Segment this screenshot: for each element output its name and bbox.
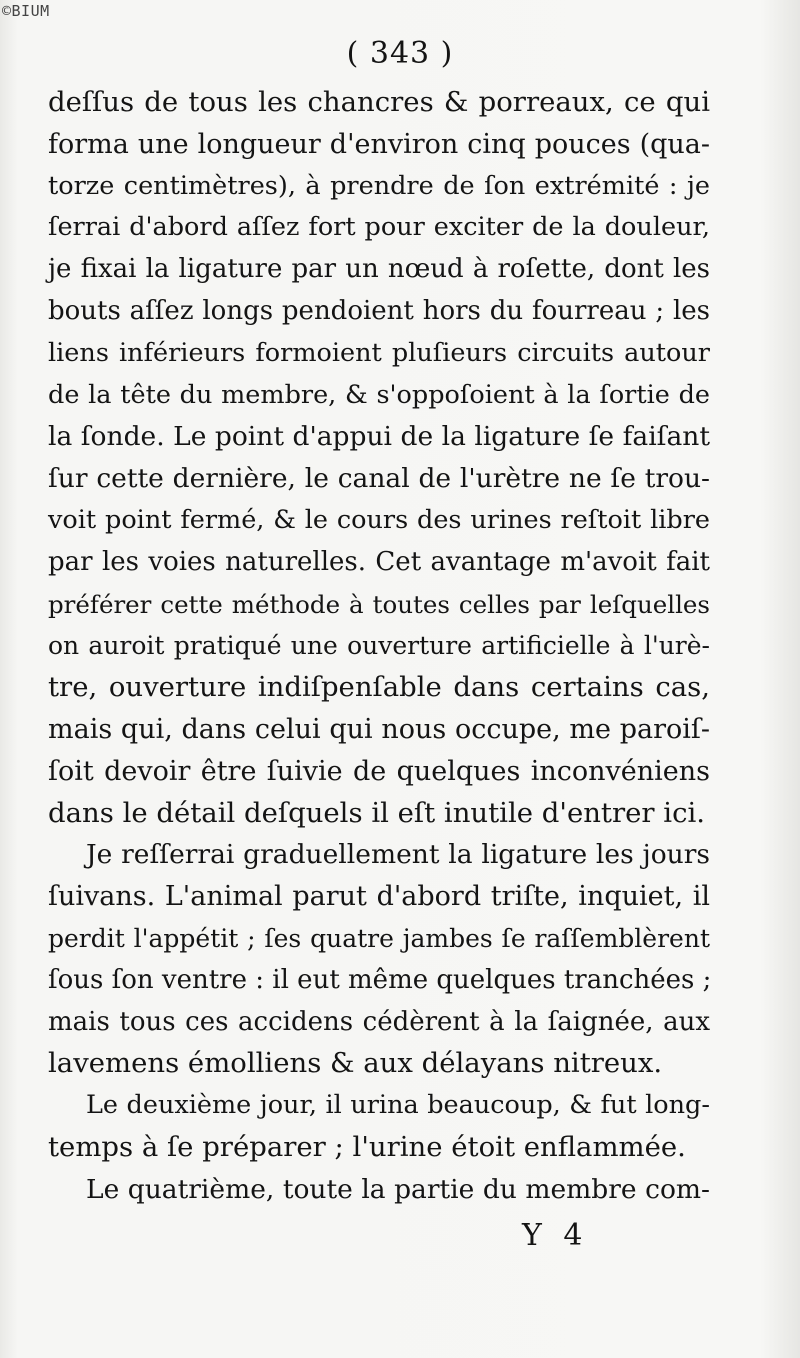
text-line: Le deuxième jour, il urina beaucoup, & fut long- bbox=[86, 1090, 710, 1121]
text-line: dans le détail deſquels il eſt inutile d'entrer ici. bbox=[48, 796, 706, 829]
text-line: Je reſſerrai graduellement la ligature les jours bbox=[86, 839, 710, 871]
signature-mark: Y 4 bbox=[522, 1218, 589, 1253]
text-line: ſuivans. L'animal parut d'abord triſte, inquiet, il bbox=[48, 881, 710, 913]
text-line: liens inférieurs formoient pluſieurs circuits autour bbox=[48, 337, 710, 368]
text-line: ſur cette dernière, le canal de l'urètre ne ſe trou- bbox=[48, 463, 710, 495]
text-line: ſoit devoir être ſuivie de quelques inconvéniens bbox=[48, 755, 710, 787]
text-line: la ſonde. Le point d'appui de la ligature ſe faiſant bbox=[48, 421, 710, 453]
text-line: je fixai la ligature par un nœud à roſette, dont les bbox=[48, 254, 710, 285]
text-line: torze centimètres), à prendre de ſon extrémité : je bbox=[48, 170, 710, 201]
text-line: perdit l'appétit ; ſes quatre jambes ſe raſſemblèrent bbox=[48, 923, 710, 953]
text-line: bouts aſſez longs pendoient hors du fourreau ; les bbox=[48, 295, 710, 326]
library-watermark: ©BIUM bbox=[2, 2, 50, 20]
text-line: mais qui, dans celui qui nous occupe, me paroiſ- bbox=[48, 713, 710, 745]
text-line: préférer cette méthode à toutes celles par leſquelles bbox=[48, 589, 710, 619]
text-line: voit point fermé, & le cours des urines reſtoit libre bbox=[48, 504, 710, 535]
page-number: ( 343 ) bbox=[346, 36, 454, 71]
text-line: mais tous ces accidens cédèrent à la ſaignée, aux bbox=[48, 1006, 710, 1037]
text-line: Le quatrième, toute la partie du membre com- bbox=[86, 1173, 710, 1205]
text-line: lavemens émolliens & aux délayans nitreux. bbox=[48, 1047, 663, 1080]
text-line: par les voies naturelles. Cet avantage m'avoit fait bbox=[48, 546, 710, 577]
text-line: de la tête du membre, & s'oppoſoient à la ſortie de bbox=[48, 379, 710, 410]
body-text bbox=[48, 82, 710, 1211]
text-line: on auroit pratiqué une ouverture artificielle à l'urè- bbox=[48, 631, 710, 661]
text-line: deſſus de tous les chancres & porreaux, ce qui bbox=[48, 86, 710, 118]
text-line: tre, ouverture indiſpenſable dans certains cas, bbox=[48, 671, 710, 704]
text-line: ſous ſon ventre : il eut même quelques tranchées ; bbox=[48, 964, 712, 995]
text-line: ſerrai d'abord aſſez fort pour exciter de la douleur, bbox=[48, 212, 710, 243]
text-line: forma une longueur d'environ cinq pouces (qua- bbox=[48, 128, 710, 160]
text-line: temps à ſe préparer ; l'urine étoit enflammée. bbox=[48, 1130, 686, 1163]
